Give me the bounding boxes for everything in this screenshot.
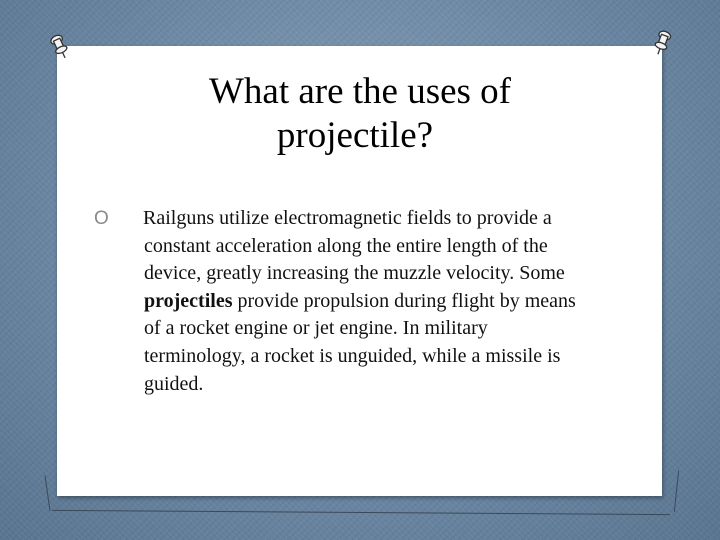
bullet-marker: O — [94, 208, 109, 229]
pushpin-icon — [650, 28, 674, 58]
bullet-item — [94, 205, 588, 398]
bullet-text — [118, 205, 588, 398]
bullet-text-bold: projectiles — [144, 289, 233, 312]
paper-edge-line-right — [670, 470, 679, 512]
slide-title — [100, 70, 620, 158]
slide-title-line-1: What are the uses of — [208, 71, 512, 112]
bullet-text-part-2: provide propulsion during flight by means of a rocket engine or jet engine. In military terminology, a rocket is unguided, while a missile is guided. — [144, 289, 576, 395]
bullet-text-part-1: Railguns utilize electromagnetic fields to provide a constant acceleration along the entire length of the device, greatly increasing the muzzle velocity. Some — [143, 207, 565, 285]
slide-title-line-2: projectile? — [276, 115, 434, 156]
